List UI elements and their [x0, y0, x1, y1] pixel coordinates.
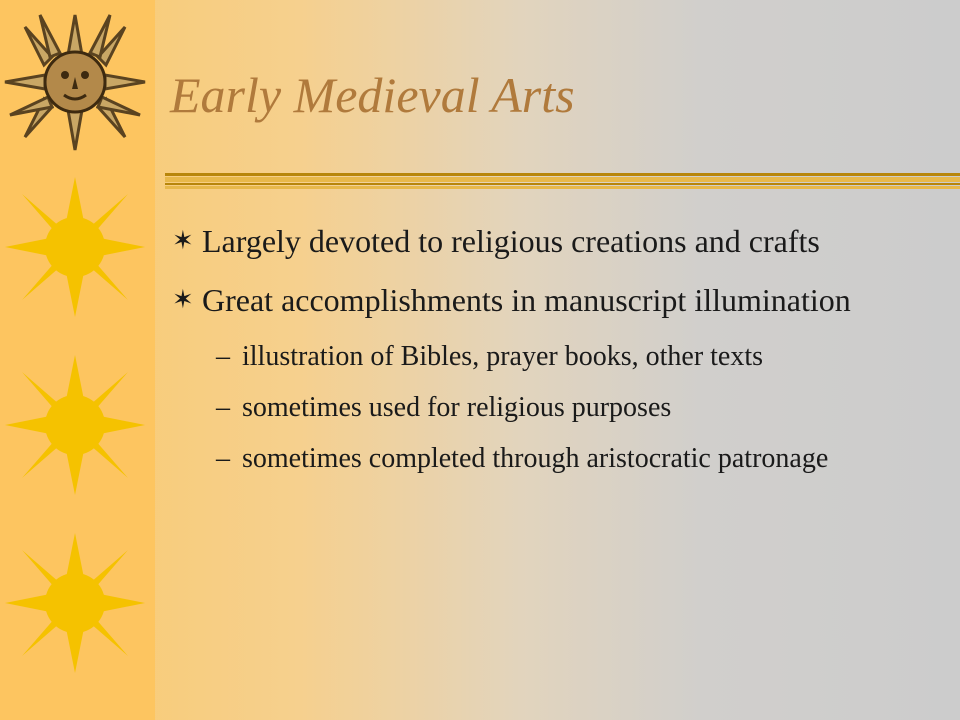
bullet-item: [172, 222, 942, 260]
slide-body: [172, 222, 942, 493]
star-bullet-icon: ✶: [172, 285, 194, 314]
slide-title: Early Medieval Arts: [170, 67, 575, 123]
sun-icon: [0, 528, 150, 678]
bullet-text: Largely devoted to religious creations and crafts: [202, 223, 820, 259]
sub-bullet-item: [172, 442, 942, 476]
dash-marker: –: [216, 392, 230, 423]
sub-bullet-text: sometimes used for religious purposes: [242, 392, 672, 423]
sun-icon: [0, 172, 150, 322]
bullet-text: Great accomplishments in manuscript illumination: [202, 282, 851, 318]
sun-face-icon: [0, 5, 150, 160]
sub-bullet-text: illustration of Bibles, prayer books, other texts: [242, 341, 764, 372]
dash-marker: –: [216, 443, 230, 474]
title-divider: [165, 173, 960, 189]
star-bullet-icon: ✶: [172, 226, 194, 255]
bullet-item: [172, 281, 942, 319]
sub-bullet-item: [172, 391, 942, 425]
dash-marker: –: [216, 341, 230, 372]
sub-bullet-text: sometimes completed through aristocratic patronage: [242, 443, 829, 474]
sub-bullet-item: [172, 340, 942, 374]
sun-icon: [0, 350, 150, 500]
